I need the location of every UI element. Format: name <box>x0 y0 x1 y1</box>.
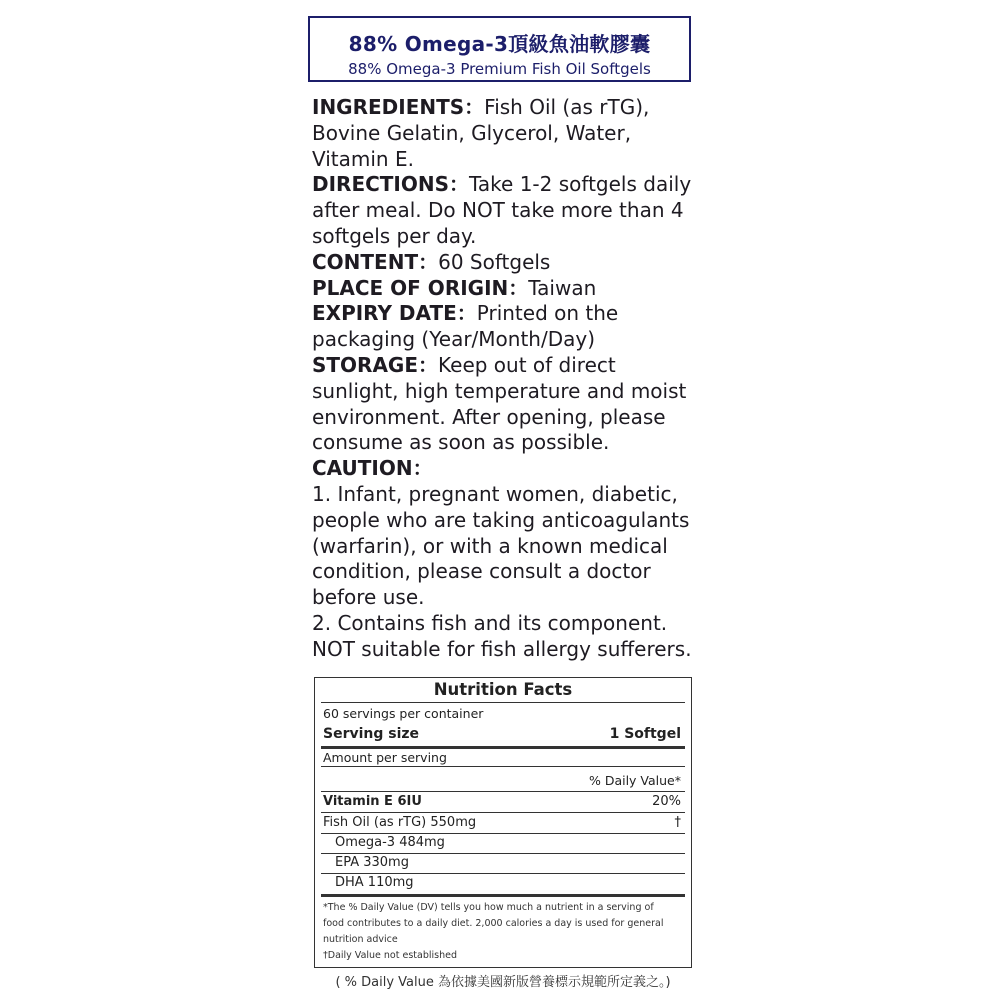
divider-thick <box>321 746 685 749</box>
divider <box>321 812 685 813</box>
nutrient-daily-value: 20% <box>652 794 681 809</box>
expiry-line-2: packaging (Year/Month/Day) <box>312 327 596 352</box>
ingredients-line-2: Bovine Gelatin, Glycerol, Water, <box>312 120 632 145</box>
divider-thick <box>321 894 685 897</box>
storage-line-3: environment. After opening, please <box>312 404 666 429</box>
nutrient-row-dha <box>335 875 681 890</box>
storage-label: STORAGE： <box>312 352 439 377</box>
divider <box>321 873 685 874</box>
storage-line-4: consume as soon as possible. <box>312 430 610 455</box>
nutrient-name: Vitamin E 6IU <box>323 794 422 809</box>
content-line <box>312 250 702 276</box>
caution-line-2: people who are taking anticoagulants <box>312 507 690 532</box>
expiry-line-1 <box>312 301 702 327</box>
directions-line-3: softgels per day. <box>312 223 477 248</box>
divider <box>321 702 685 703</box>
daily-value-note: ( % Daily Value 為依據美國新版營養標示規範所定義之。) <box>335 975 671 990</box>
nutrient-name: Omega-3 484mg <box>335 835 445 850</box>
product-title-english: 88% Omega-3 Premium Fish Oil Softgels <box>348 60 651 78</box>
expiry-text: Printed on the <box>476 301 619 326</box>
footnote-line-3: nutrition advice <box>323 934 398 945</box>
nutrition-facts-panel <box>314 677 692 968</box>
ingredients-label: INGREDIENTS： <box>312 95 485 119</box>
divider <box>321 833 685 834</box>
ingredients-line-1 <box>312 95 702 121</box>
caution-heading <box>312 456 702 482</box>
servings-per-container: 60 servings per container <box>323 706 484 721</box>
caution-label: CAUTION： <box>312 456 433 481</box>
ingredients-line-3: Vitamin E. <box>312 146 414 171</box>
serving-size-value: 1 Softgel <box>609 726 681 742</box>
footnote-line-4: †Daily Value not established <box>323 950 457 961</box>
nutrient-row-epa <box>335 855 681 870</box>
divider <box>321 791 685 792</box>
storage-text: Keep out of direct <box>438 352 616 377</box>
daily-value-header: % Daily Value* <box>588 773 681 788</box>
origin-value: Taiwan <box>528 275 597 300</box>
product-title-chinese: 88% Omega-3頂級魚油軟膠囊 <box>348 32 651 56</box>
nutrient-name: EPA 330mg <box>335 855 409 870</box>
nutrient-row-vitamin-e <box>323 794 681 809</box>
footnote-line-2: food contributes to a daily diet. 2,000 calories a day is used for general <box>323 918 664 929</box>
caution-line-5: before use. <box>312 585 425 610</box>
nutrient-name: DHA 110mg <box>335 875 414 890</box>
nutrition-facts-title: Nutrition Facts <box>433 680 573 699</box>
content-label: CONTENT： <box>312 249 439 274</box>
directions-text: Take 1-2 softgels daily <box>469 172 692 197</box>
nutrient-row-omega-3 <box>335 835 681 850</box>
caution-line-1: 1. Infant, pregnant women, diabetic, <box>312 481 678 506</box>
caution-line-3: (warfarin), or with a known medical <box>312 533 668 558</box>
serving-size-row <box>323 726 681 742</box>
nutrient-name: Fish Oil (as rTG) 550mg <box>323 815 477 830</box>
product-title-box <box>308 16 691 82</box>
expiry-label: EXPIRY DATE： <box>312 301 477 326</box>
origin-label: PLACE OF ORIGIN： <box>312 275 529 300</box>
directions-line-1 <box>312 172 702 198</box>
divider <box>321 853 685 854</box>
footnote-line-1: *The % Daily Value (DV) tells you how much a nutrient in a serving of <box>323 902 654 913</box>
origin-line <box>312 276 702 302</box>
storage-line-2: sunlight, high temperature and moist <box>312 378 687 403</box>
label-body-text <box>312 95 702 663</box>
divider <box>321 766 685 767</box>
amount-per-serving: Amount per serving <box>323 750 447 765</box>
caution-line-4: condition, please consult a doctor <box>312 559 651 584</box>
nutrient-daily-value: † <box>674 815 681 830</box>
content-value: 60 Softgels <box>438 249 551 274</box>
directions-line-2: after meal. Do NOT take more than 4 <box>312 198 684 223</box>
ingredients-text: Fish Oil (as rTG), <box>484 95 650 119</box>
caution-line-7: NOT suitable for fish allergy sufferers. <box>312 636 692 661</box>
caution-line-6: 2. Contains fish and its component. <box>312 610 668 635</box>
storage-line-1 <box>312 353 702 379</box>
nutrient-row-fish-oil <box>323 815 681 830</box>
directions-label: DIRECTIONS： <box>312 172 470 197</box>
serving-size-label: Serving size <box>323 726 420 742</box>
